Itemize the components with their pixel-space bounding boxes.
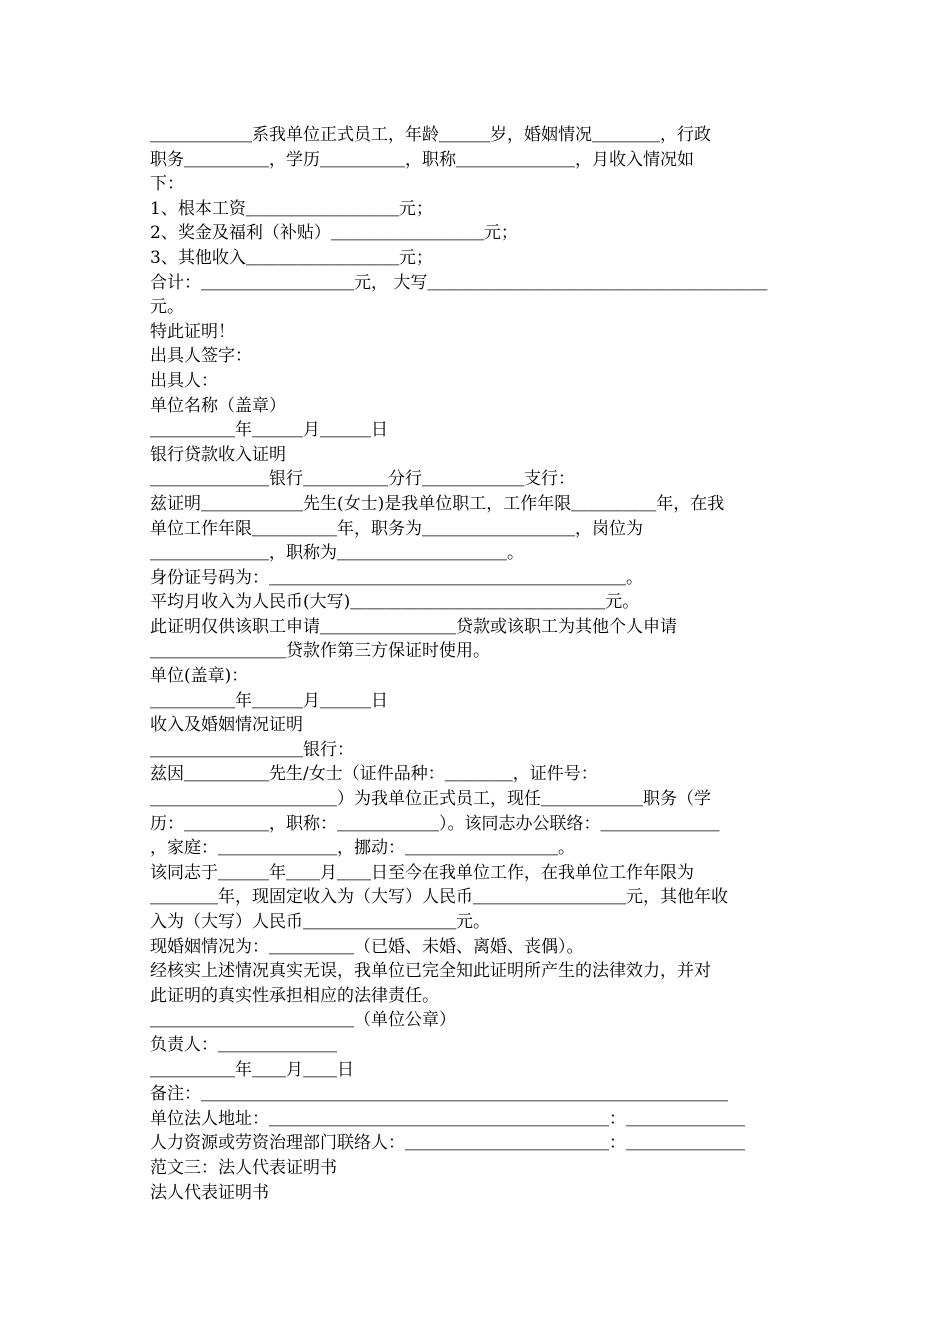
document-line: ＿＿＿＿年，现固定收入为（大写）人民币＿＿＿＿＿＿＿＿＿元，其他年收 <box>150 887 728 908</box>
document-line: 合计：＿＿＿＿＿＿＿＿＿元， 大写＿＿＿＿＿＿＿＿＿＿＿＿＿＿＿＿＿＿＿＿ <box>150 272 768 293</box>
document-line: 单位工作年限＿＿＿＿＿年，职务为＿＿＿＿＿＿＿＿＿，岗位为 <box>150 518 643 539</box>
document-line: 入为（大写）人民币＿＿＿＿＿＿＿＿＿元。 <box>150 912 490 932</box>
document-line: 平均月收入为人民币(大写)＿＿＿＿＿＿＿＿＿＿＿＿＿＿＿元。 <box>150 592 640 613</box>
document-line: 法人代表证明书 <box>150 1182 269 1203</box>
document-line: 收入及婚姻情况证明 <box>150 715 303 736</box>
document-line: 出具人： <box>150 370 218 391</box>
document-line: ＿＿＿＿＿＿＿＿＿＿＿＿（单位公章） <box>150 1010 456 1031</box>
document-line: ＿＿＿＿＿＿＿，职称为＿＿＿＿＿＿＿＿＿＿。 <box>150 543 524 564</box>
document-line: ＿＿＿＿＿＿＿＿贷款作第三方保证时使用。 <box>150 641 490 662</box>
document-line: ＿＿＿＿＿年＿＿＿月＿＿＿日 <box>150 420 388 441</box>
document-line: 该同志于＿＿＿年＿＿月＿＿日至今在我单位工作，在我单位工作年限为 <box>150 862 694 883</box>
document-line: 2、奖金及福利（补贴）＿＿＿＿＿＿＿＿＿元； <box>150 223 518 244</box>
document-line: 1、根本工资＿＿＿＿＿＿＿＿＿元； <box>150 198 433 219</box>
document-line: 职务＿＿＿＿＿，学历＿＿＿＿＿，职称＿＿＿＿＿＿＿，月收入情况如 <box>150 149 694 170</box>
document-line: 兹证明＿＿＿＿＿＿先生(女士)是我单位职工，工作年限＿＿＿＿＿年，在我 <box>150 493 725 514</box>
document-line: 单位法人地址：＿＿＿＿＿＿＿＿＿＿＿＿＿＿＿＿＿＿＿＿：＿＿＿＿＿＿＿ <box>150 1108 745 1129</box>
document-line: ＿＿＿＿＿＿系我单位正式员工，年龄＿＿＿岁，婚姻情况＿＿＿＿，行政 <box>150 125 711 145</box>
document-line: 出具人签字： <box>150 346 252 367</box>
document-body <box>150 123 800 1205</box>
document-line: 单位(盖章)： <box>150 666 249 687</box>
document-line: ＿＿＿＿＿＿＿银行＿＿＿＿＿分行＿＿＿＿＿＿支行： <box>150 469 575 490</box>
document-line: 历：＿＿＿＿＿，职称：＿＿＿＿＿＿）。该同志办公联络：＿＿＿＿＿＿＿ <box>150 813 720 834</box>
document-line: 元。 <box>150 297 184 318</box>
document-line: 此证明的真实性承担相应的法律责任。 <box>150 985 439 1006</box>
document-line: 人力资源或劳资治理部门联络人：＿＿＿＿＿＿＿＿＿＿＿＿：＿＿＿＿＿＿＿ <box>150 1133 745 1154</box>
document-line: 范文三：法人代表证明书 <box>150 1157 337 1178</box>
document-line: 此证明仅供该职工申请＿＿＿＿＿＿＿＿贷款或该职工为其他个人申请 <box>150 616 677 637</box>
document-line: 3、其他收入＿＿＿＿＿＿＿＿＿元； <box>150 247 433 268</box>
document-line: 身份证号码为：＿＿＿＿＿＿＿＿＿＿＿＿＿＿＿＿＿＿＿＿＿。 <box>150 567 643 588</box>
document-line: ，家庭：＿＿＿＿＿＿＿，挪动：＿＿＿＿＿＿＿＿＿。 <box>150 838 575 859</box>
document-line: 兹因＿＿＿＿＿先生/女士（证件品种：＿＿＿＿，证件号： <box>150 764 598 785</box>
document-line: 银行贷款收入证明 <box>150 444 286 465</box>
document-line: 负责人：＿＿＿＿＿＿＿ <box>150 1034 337 1055</box>
document-line: ＿＿＿＿＿年＿＿＿月＿＿＿日 <box>150 690 388 711</box>
document-line: ＿＿＿＿＿＿＿＿＿银行： <box>150 739 354 760</box>
document-line: 现婚姻情况为：＿＿＿＿＿（已婚、未婚、离婚、丧偶）。 <box>150 936 584 957</box>
document-line: 特此证明！ <box>150 321 235 342</box>
document-line: 下： <box>150 174 184 195</box>
document-line: 单位名称（盖章） <box>150 395 286 416</box>
document-line: 备注：＿＿＿＿＿＿＿＿＿＿＿＿＿＿＿＿＿＿＿＿＿＿＿＿＿＿＿＿＿＿＿ <box>150 1084 728 1105</box>
document-line: ＿＿＿＿＿年＿＿月＿＿日 <box>150 1059 354 1080</box>
document-line: 经核实上述情况真实无误，我单位已完全知此证明所产生的法律效力，并对 <box>150 961 711 982</box>
document-line: ＿＿＿＿＿＿＿＿＿＿＿）为我单位正式员工，现任＿＿＿＿＿＿职务（学 <box>150 789 711 810</box>
